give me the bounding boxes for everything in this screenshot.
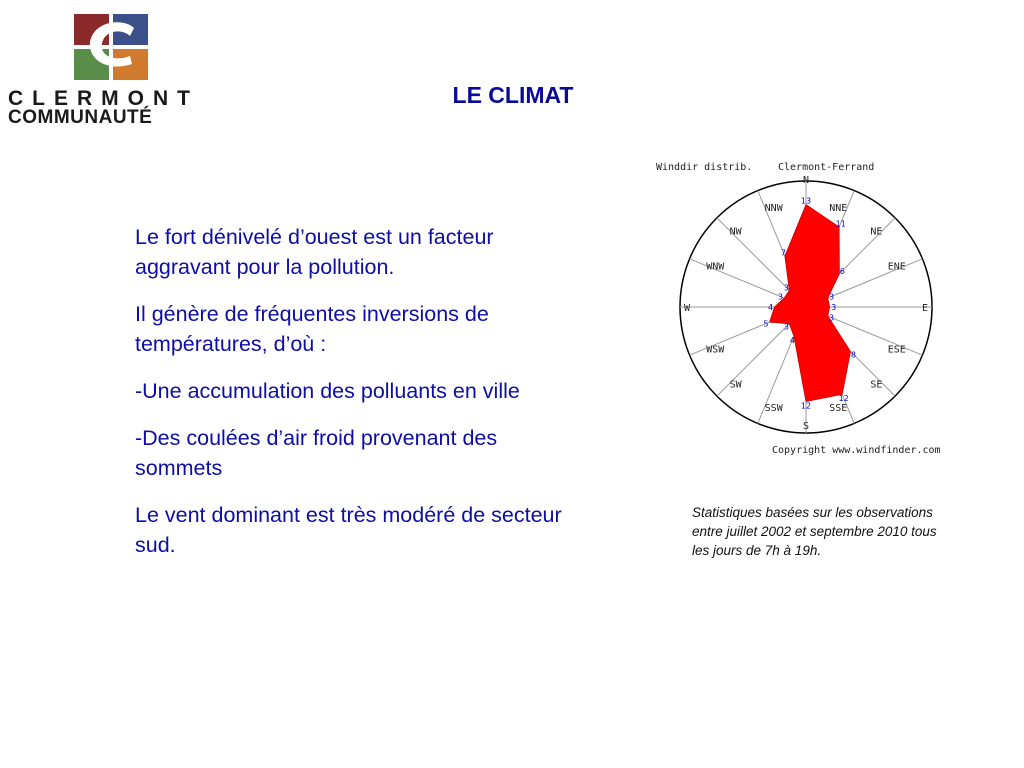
direction-label: SW [729,379,742,391]
logo-text-line1: CLERMONT [8,87,199,110]
clermont-communaute-logo [8,14,218,126]
direction-label: ESE [887,344,906,356]
wind-rose-chart [652,156,958,462]
value-label: 8 [850,350,856,360]
value-label: 4 [767,303,774,312]
value-label: 3 [831,303,837,312]
paragraph: Le fort dénivelé d’ouest est un facteur aggravant pour la pollution. [135,225,494,279]
page-title: LE CLIMAT [452,82,574,108]
direction-label: NW [729,226,742,238]
logo-text-line2: COMMUNAUTÉ [8,107,153,128]
direction-label: W [684,303,691,314]
value-label: 4 [789,335,795,345]
direction-label: NNW [764,203,783,215]
direction-label: E [921,303,928,314]
direction-label: NE [870,226,883,238]
value-label: 6 [839,266,845,276]
value-label: 13 [800,196,812,206]
wind-distribution-area [767,205,851,402]
direction-label: WSW [706,344,725,356]
value-label: 11 [835,219,846,229]
chart-caption: Statistiques basées sur les observations entre juillet 2002 et septembre 2010 tous les jours de 7h à 19h. [692,505,937,558]
body-text [135,222,580,577]
value-label: 12 [800,401,812,411]
paragraph: Il génère de fréquentes inversions de températures, d’où : [135,302,489,356]
direction-label: S [802,421,810,432]
value-label: 3 [828,292,835,302]
direction-label: SSW [764,402,783,414]
direction-label: ENE [887,261,906,273]
chart-copyright: Copyright www.windfinder.com [772,445,941,456]
direction-label: NNE [829,203,848,215]
value-label: 3 [828,313,835,323]
value-label: 3 [783,322,790,332]
value-label: 3 [783,283,790,293]
paragraph: -Des coulées d’air froid provenant des sommets [135,426,498,480]
paragraph: -Une accumulation des polluants en ville [135,379,520,403]
paragraph: Le vent dominant est très modéré de secteur sud. [135,503,562,557]
value-label: 7 [780,248,786,258]
direction-label: WNW [706,261,725,273]
chart-location: Clermont-Ferrand [778,162,875,173]
direction-label: SSE [829,402,848,414]
direction-label: SE [870,379,883,391]
value-label: 5 [763,319,769,329]
chart-title: Winddir distrib. [656,162,753,173]
value-label: 12 [838,394,849,404]
logo-mark-icon [74,14,148,80]
value-label: 3 [777,292,784,302]
direction-label: N [802,175,810,186]
page-title-wrapper [0,82,1024,109]
